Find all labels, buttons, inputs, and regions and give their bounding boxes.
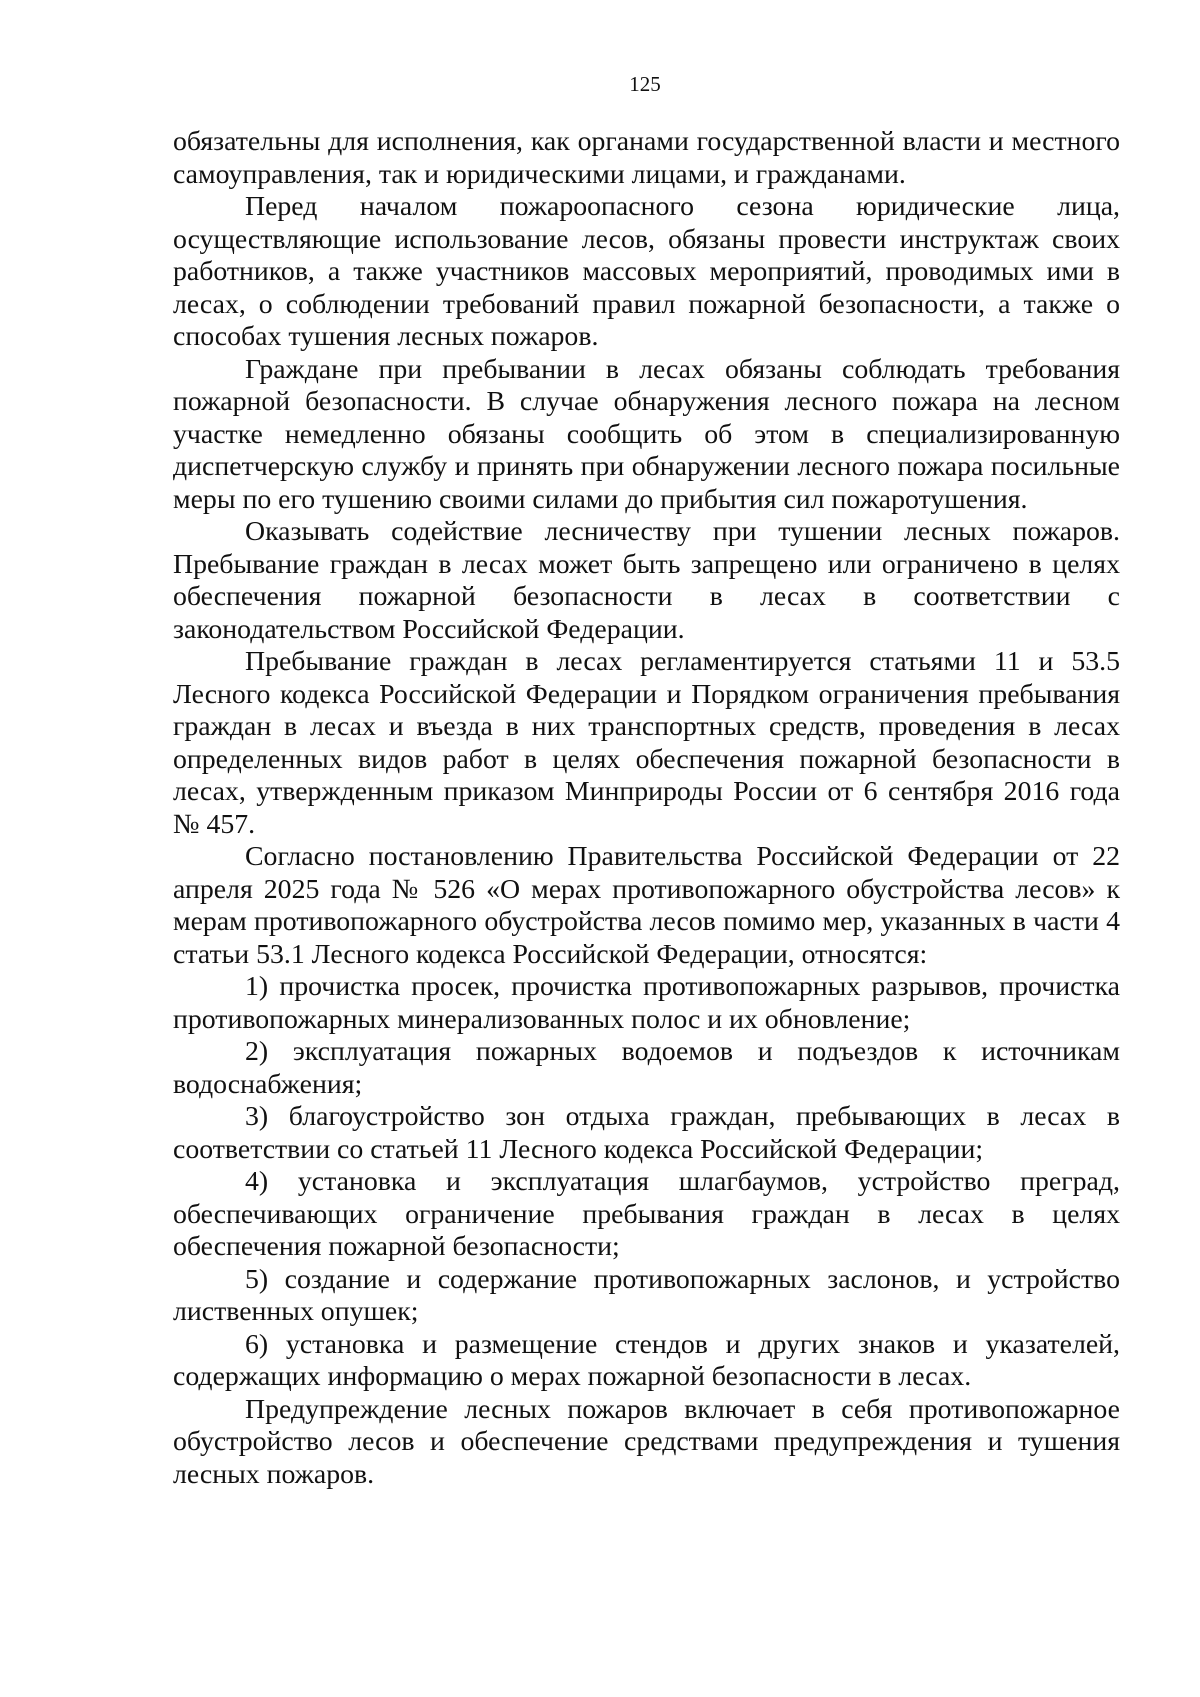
list-item-6: 6) установка и размещение стендов и других знаков и указателей, содержащих информацию о мерах пожарной безопасности в лесах. bbox=[173, 1328, 1120, 1392]
paragraph-fire-prevention: Предупреждение лесных пожаров включает в себя противопожарное обустройство лесов и обеспечение средствами предупреждения и тушения лесных пожаров. bbox=[173, 1393, 1120, 1490]
document-body bbox=[173, 126, 1120, 1491]
list-item-5: 5) создание и содержание противопожарных заслонов, и устройство лиственных опушек; bbox=[173, 1263, 1120, 1327]
list-item-1: 1) прочистка просек, прочистка противопожарных разрывов, прочистка противопожарных минерализованных полос и их обновление; bbox=[173, 971, 1120, 1035]
paragraph-citizens-obligations: Граждане при пребывании в лесах обязаны соблюдать требования пожарной безопасности. В случае обнаружения лесного пожара на лесном участке немедленно обязаны сообщить об этом в специализированную диспетчерскую службу и принять при обнаружении лесного пожара посильные меры по его тушению своими силами до прибытия сил пожаротушения. bbox=[173, 353, 1120, 515]
paragraph-assist-forestry: Оказывать содействие лесничеству при тушении лесных пожаров. Пребывание граждан в лесах может быть запрещено или ограничено в целях обеспечения пожарной безопасности в лесах в соответствии с законодательством Российской Федерации. bbox=[173, 516, 1120, 645]
paragraph-instruction-before-season: Перед началом пожароопасного сезона юридические лица, осуществляющие использование лесов, обязаны провести инструктаж своих работников, а также участников массовых мероприятий, проводимых ими в лесах, о соблюдении требований правил пожарной безопасности, а также о способах тушения лесных пожаров. bbox=[173, 191, 1120, 352]
page-number: 125 bbox=[629, 72, 661, 96]
list-item-3: 3) благоустройство зон отдыха граждан, пребывающих в лесах в соответствии со статьей 11 Лесного кодекса Российской Федерации; bbox=[173, 1101, 1120, 1165]
list-item-2: 2) эксплуатация пожарных водоемов и подъездов к источникам водоснабжения; bbox=[173, 1036, 1120, 1100]
paragraph-continuation: обязательны для исполнения, как органами государственной власти и местного самоуправления, так и юридическими лицами, и гражданами. bbox=[173, 126, 1120, 190]
paragraph-government-decree: Согласно постановлению Правительства Российской Федерации от 22 апреля 2025 года № 526 «О мерах противопожарного обустройства лесов» к мерам противопожарного обустройства лесов помимо мер, указанных в части 4 статьи 53.1 Лесного кодекса Российской Федерации, относятся: bbox=[173, 841, 1120, 970]
paragraph-stay-regulation: Пребывание граждан в лесах регламентируется статьями 11 и 53.5 Лесного кодекса Российской Федерации и Порядком ограничения пребывания граждан в лесах и въезда в них транспортных средств, проведения в лесах определенных видов работ в целях обеспечения пожарной безопасности в лесах, утвержденным приказом Минприроды России от 6 сентября 2016 года № 457. bbox=[173, 646, 1120, 840]
list-item-4: 4) установка и эксплуатация шлагбаумов, устройство преград, обеспечивающих ограничение пребывания граждан в лесах в целях обеспечения пожарной безопасности; bbox=[173, 1166, 1120, 1262]
